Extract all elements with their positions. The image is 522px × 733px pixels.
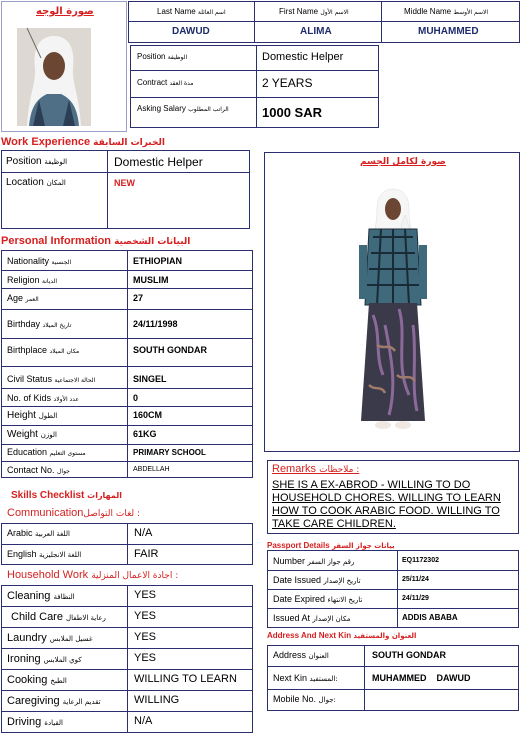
passport-title: Passport Details بيانات جواز السفر [267, 541, 395, 550]
next-kin-title: Address And Next Kin العنوان والمستفيد [267, 631, 417, 640]
skills-title: Skills Checklist المهارات [11, 490, 122, 501]
driving-value: N/A [134, 715, 153, 727]
full-photo-title: صورة لكامل الجسم [360, 157, 446, 167]
remarks-line-1: SHE IS A EX-ABROD - WILLING TO DO [272, 479, 471, 491]
ironing-value: YES [134, 652, 157, 664]
passport-expired-value: 24/11/29 [402, 595, 429, 602]
next-kin-value: MUHAMMED DAWUD [372, 673, 471, 683]
middle-name-value: MUHAMMED [418, 26, 479, 37]
salary-value: 1000 SAR [262, 105, 322, 120]
birthplace-label: Birthplace مكان الميلاد [7, 345, 80, 355]
english-label: English اللغة الانجليزية [7, 549, 82, 559]
address-value: SOUTH GONDAR [372, 650, 446, 660]
birthplace-value: SOUTH GONDAR [133, 345, 207, 355]
passport-issued-value: 25/11/24 [402, 576, 429, 583]
caregiving-value: WILLING [134, 694, 180, 706]
laundry-value: YES [134, 631, 157, 643]
child-care-value: YES [134, 610, 157, 622]
mobile-label: Mobile No. جوال: [273, 694, 336, 704]
work-experience-title: Work Experience الخبرات السابقة [1, 136, 165, 148]
nationality-label: Nationality الجنسية [7, 256, 72, 266]
passport-expired-label: Date Expired تاريخ الانتهاء [273, 594, 363, 604]
middle-name-label: Middle Name الاسم الأوسط [404, 7, 489, 16]
birthday-value: 24/11/1998 [133, 319, 178, 329]
age-value: 27 [133, 293, 144, 303]
work-location-value: NEW [114, 178, 135, 188]
cleaning-value: YES [134, 589, 157, 601]
position-label: Position الوظيفة [137, 52, 188, 61]
remarks-line-4: TAKE CARE CHILDREN. [272, 518, 396, 530]
arabic-value: N/A [134, 527, 153, 539]
kids-label: No. of Kids عدد الأولاد [7, 393, 79, 403]
salary-label: Asking Salary الراتب المطلوب [137, 104, 229, 113]
english-value: FAIR [134, 548, 159, 560]
passport-number-value: EQ1172302 [402, 557, 439, 564]
age-label: Age العمر [7, 293, 39, 303]
cleaning-label: Cleaning النظافة [7, 590, 75, 602]
face-photo-title: صورة الوجه [36, 6, 94, 17]
work-position-label: Position الوظيفة [6, 156, 68, 167]
education-value: PRIMARY SCHOOL [133, 448, 206, 457]
civil-status-label: Civil Status الحالة الاجتماعية [7, 374, 96, 384]
household-title: Household Work اجادة الاعمال المنزلية : [7, 569, 179, 581]
kids-value: 0 [133, 393, 139, 403]
education-label: Education مستوى التعليم [7, 447, 86, 457]
height-value: 160CM [133, 410, 163, 420]
arabic-label: Arabic اللغة العربية [7, 528, 70, 538]
weight-label: Weight الوزن [7, 429, 57, 440]
first-name-label: First Name الاسم الأول [279, 7, 349, 16]
nationality-value: ETHIOPIAN [133, 256, 183, 266]
weight-value: 61KG [133, 429, 157, 439]
caregiving-label: Caregiving تقديم الرعاية [7, 695, 101, 707]
religion-value: MUSLIM [133, 275, 169, 285]
civil-status-value: SINGEL [133, 374, 167, 384]
last-name-value: DAWUD [172, 26, 210, 37]
passport-issued-label: Date Issued تاريخ الإصدار [273, 575, 361, 585]
work-position-value: Domestic Helper [114, 155, 203, 169]
religion-label: Religion الديانة [7, 275, 58, 285]
last-name-label: Last Name اسم العائلة [157, 7, 226, 16]
contact-label: Contact No. جوال [7, 465, 70, 475]
child-care-label: Child Care رعاية الاطفال [11, 611, 106, 623]
remarks-line-2: HOUSEHOLD CHORES. WILLING TO LEARN [272, 492, 501, 504]
passport-number-label: Number رقم جواز السفر [273, 556, 355, 566]
cooking-value: WILLING TO LEARN [134, 673, 237, 685]
passport-place-value: ADDIS ABABA [402, 613, 458, 622]
ironing-label: Ironing كوي الملابس [7, 653, 82, 665]
position-value: Domestic Helper [262, 51, 344, 63]
address-label: Address العنوان [273, 650, 329, 660]
personal-info-title: Personal Information البيانات الشخصية [1, 235, 191, 247]
laundry-label: Laundry غسيل الملابس [7, 632, 93, 644]
contract-value: 2 YEARS [262, 76, 313, 90]
communication-title: Communicationلغات التواصل : [7, 507, 141, 519]
height-label: Height الطول [7, 410, 58, 421]
work-location-label: Location المكان [6, 177, 66, 188]
birthday-label: Birthday تاريخ الميلاد [7, 319, 72, 329]
full-body-photo [355, 185, 431, 435]
driving-label: Driving القيادة [7, 716, 63, 728]
first-name-value: ALIMA [300, 26, 332, 37]
contract-label: Contract مدة العقد [137, 78, 194, 87]
remarks-title: Remarks ملاحظات : [272, 463, 360, 475]
remarks-line-3: HOW TO COOK ARABIC FOOD. WILLING TO [272, 505, 500, 517]
next-kin-label: Next Kin المستفيد: [273, 673, 338, 683]
face-photo [17, 28, 91, 126]
contact-value: ABDELLAH [133, 466, 170, 473]
cooking-label: Cooking الطبخ [7, 674, 67, 686]
passport-place-label: Issued At مكان الإصدار [273, 613, 351, 623]
